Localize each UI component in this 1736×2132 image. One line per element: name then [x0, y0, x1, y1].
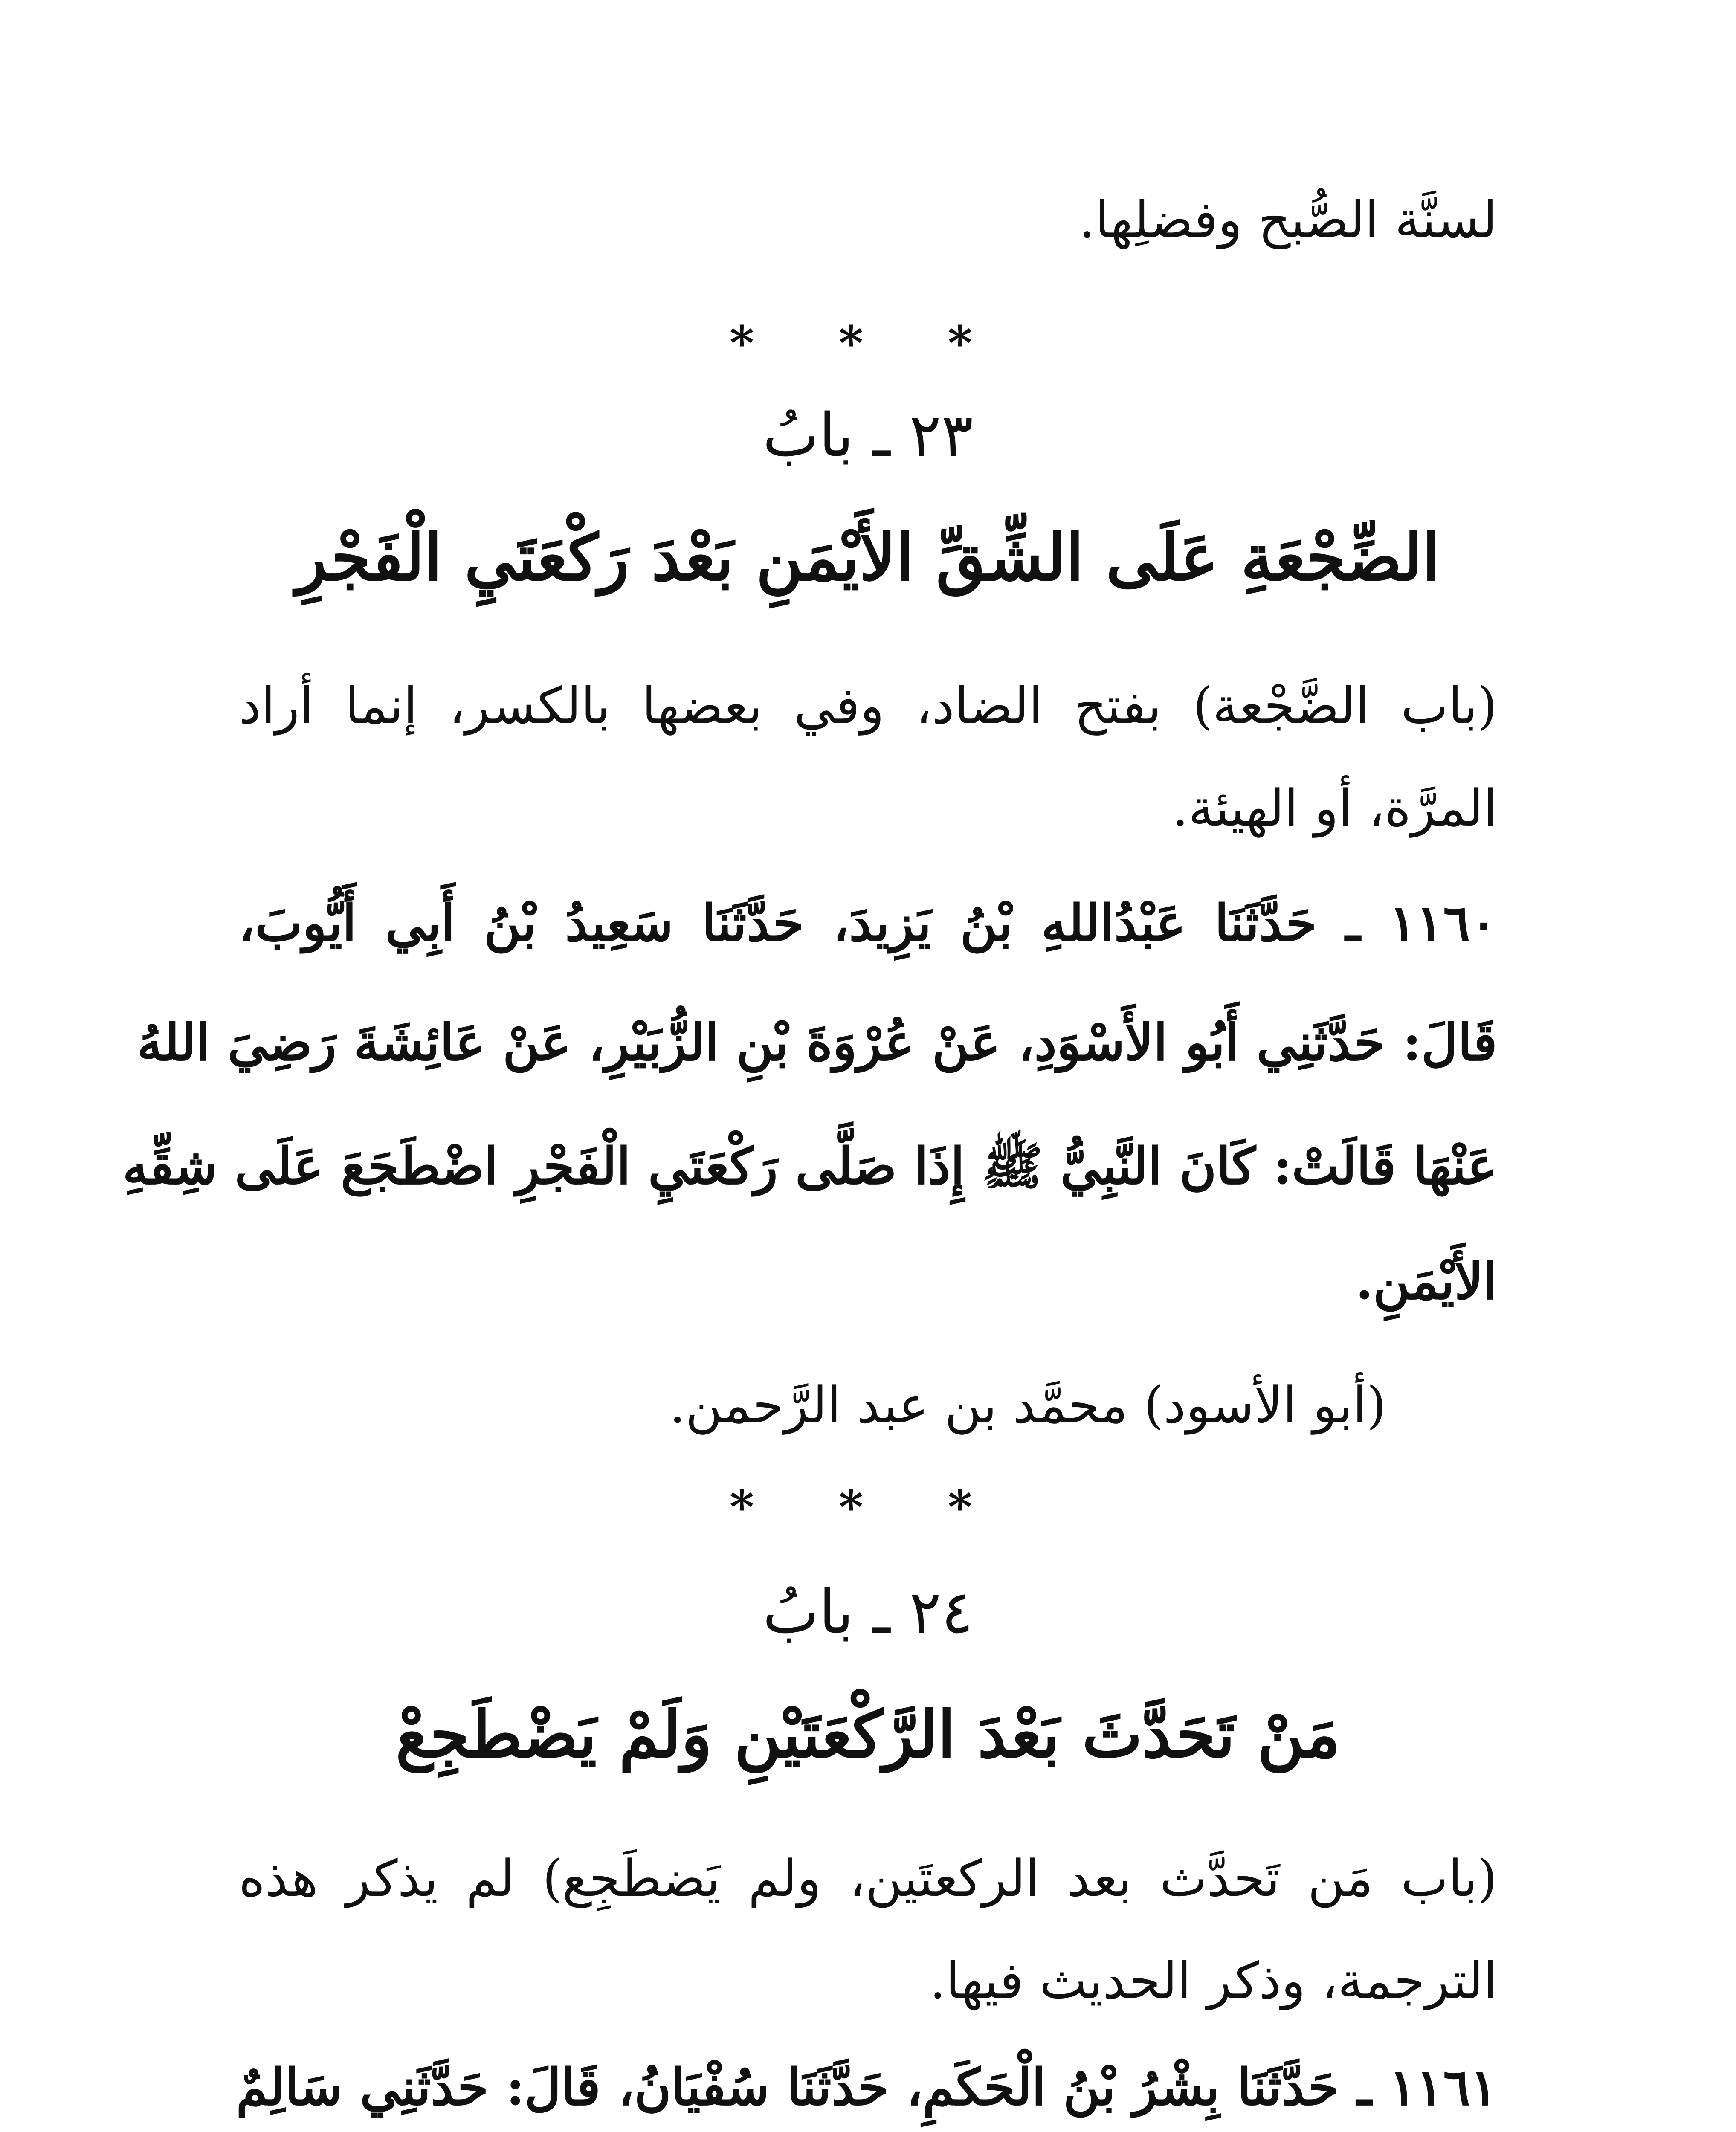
chapter-23-commentary-line-2: المرَّة، أو الهيئة.	[1172, 779, 1497, 837]
hadith-1161-line-1: ١١٦١ ـ حَدَّثَنَا بِشْرُ بْنُ الْحَكَمِ، حَدَّثَنَا سُفْيَانُ، قَالَ: حَدَّثَنِي سَالِمٌ	[236, 2057, 1497, 2117]
chapter-23-title: الضِّجْعَةِ عَلَى الشِّقِّ الأَيْمَنِ بَعْدَ رَكْعَتَيِ الْفَجْرِ	[296, 520, 1440, 595]
hadith-1160-line-3: عَنْهَا قَالَتْ: كَانَ النَّبِيُّ ﷺ إِذَا صَلَّى رَكْعَتَيِ الْفَجْرِ اضْطَجَعَ عَلَى شِقِّهِ	[122, 1136, 1497, 1196]
chapter-23-number: ٢٣ ـ بابُ	[762, 401, 974, 470]
chapter-23-note: (أبو الأسود) محمَّد بن عبد الرَّحمن.	[669, 1376, 1386, 1434]
intro-line: لسنَّة الصُّبح وفضلِها.	[1079, 190, 1497, 249]
chapter-24-title: مَنْ تَحَدَّثَ بَعْدَ الرَّكْعَتَيْنِ وَلَمْ يَضْطَجِعْ	[395, 1697, 1341, 1772]
chapter-24-number: ٢٤ ـ بابُ	[762, 1578, 974, 1647]
chapter-24-commentary-line-2: الترجمة، وذكر الحديث فيها.	[930, 1951, 1497, 2010]
chapter-23-commentary-line-1: (باب الضَّجْعة) بفتح الضاد، وفي بعضها بالكسر، إنما أراد	[239, 676, 1497, 735]
separator-stars: * * *	[729, 316, 1007, 371]
separator-stars: * * *	[729, 1480, 1007, 1535]
hadith-1160-line-4: الأَيْمَنِ.	[1355, 1251, 1497, 1311]
chapter-24-commentary-line-1: (باب مَن تَحدَّث بعد الركعتَين، ولم يَضطَجِع) لم يذكر هذه	[239, 1849, 1497, 1908]
hadith-1160-line-2: قَالَ: حَدَّثَنِي أَبُو الأَسْوَدِ، عَنْ عُرْوَةَ بْنِ الزُّبَيْرِ، عَنْ عَائِشَةَ رَضِيَ اللهُ	[137, 1013, 1497, 1072]
hadith-1160-line-1: ١١٦٠ ـ حَدَّثَنَا عَبْدُاللهِ بْنُ يَزِيدَ، حَدَّثَنَا سَعِيدُ بْنُ أَبِي أَيُّوبَ،	[239, 893, 1497, 953]
